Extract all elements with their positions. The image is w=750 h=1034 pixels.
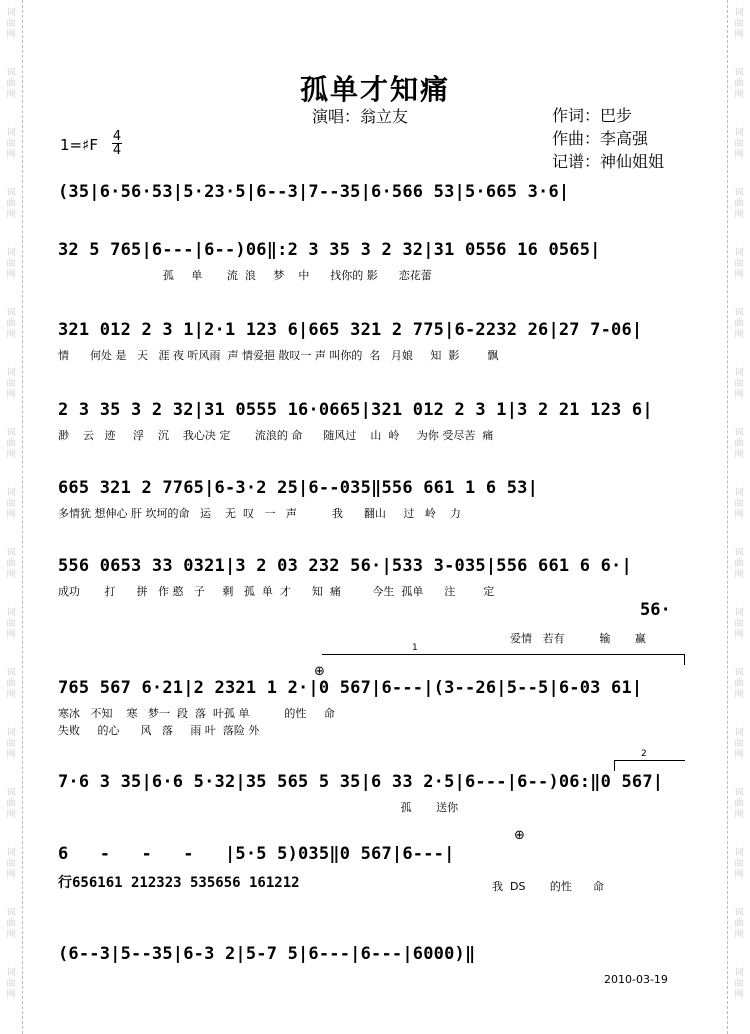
watermark-char: 词: [734, 428, 744, 438]
notation-line: 7·6 3 35|6·6 5·32|35 565 5 35|6 33 2·5|6---|6--)06:‖0 567|: [58, 772, 664, 792]
watermark-char: 词: [6, 968, 16, 978]
transcriber-credit: 记谱：神仙姐姐: [552, 152, 665, 171]
watermark-char: 网: [734, 990, 744, 1000]
watermark-mark: [4, 308, 18, 341]
watermark-char: 词: [734, 68, 744, 78]
watermark-char: 曲: [6, 859, 16, 869]
time-signature-bottom: 4: [112, 143, 122, 158]
second-ending-label: 2: [641, 749, 647, 759]
score-row-9: [58, 842, 688, 866]
watermark-char: 曲: [734, 259, 744, 269]
notation-line: 321 012 2 3 1|2·1 123 6|665 321 2 775|6-2232 26|27 7-06|: [58, 320, 643, 340]
lyrics-line: 孤 送你: [58, 801, 459, 814]
watermark-mark: [732, 848, 746, 881]
watermark-char: 网: [734, 630, 744, 640]
singer-credit: 演唱：翁立友: [312, 107, 409, 126]
watermark-char: 词: [734, 188, 744, 198]
first-ending-bracket: [322, 643, 685, 665]
watermark-mark: [4, 368, 18, 401]
watermark-char: 曲: [6, 499, 16, 509]
watermark-char: 曲: [734, 439, 744, 449]
watermark-char: 网: [734, 690, 744, 700]
lyrics-line: 寒冰 不知 寒 梦一 段 落 叶孤 单 的性 命: [58, 707, 335, 720]
watermark-char: 网: [734, 30, 744, 40]
composer-credit: 作曲：李高强: [552, 129, 649, 148]
watermark-mark: [4, 248, 18, 281]
lyrics-line: 渺 云 迹 浮 沉 我心决 定 流浪的 命 随风过 山 岭 为你 受尽苦 痛: [58, 429, 494, 442]
watermark-char: 曲: [734, 739, 744, 749]
score-row-7: [58, 676, 688, 722]
watermark-mark: [732, 668, 746, 701]
watermark-mark: [4, 548, 18, 581]
watermark-char: 词: [6, 128, 16, 138]
watermark-mark: [4, 188, 18, 221]
watermark-mark: [732, 308, 746, 341]
watermark-char: 网: [6, 870, 16, 880]
lyrics-line: 多情犹 想伸心 肝 坎坷的命 运 无 叹 一 声 我 翻山 过 岭 力: [58, 507, 461, 520]
watermark-char: 曲: [6, 199, 16, 209]
watermark-char: 网: [734, 510, 744, 520]
watermark-char: 曲: [6, 19, 16, 29]
watermark-char: 曲: [734, 319, 744, 329]
notation-line: 6 - - - |5·5 5)035‖0 567|6---|: [58, 844, 455, 864]
watermark-char: 网: [734, 270, 744, 280]
notation-line: 556 0653 33 0321|3 2 03 232 56·|533 3-035|556 661 6 6·|: [58, 556, 632, 576]
lyrics-line: 情 何处 是 天 涯 夜 听风雨 声 情爱挹 散叹一 声 叫你的 名 月娘 知 影 飘: [58, 349, 499, 362]
coda-sign: ⊕: [314, 664, 325, 679]
watermark-char: 曲: [6, 799, 16, 809]
watermark-mark: [732, 608, 746, 641]
watermark-char: 词: [6, 68, 16, 78]
alternate-lyrics: 爱情 若有 输 赢: [510, 632, 646, 645]
time-signature-top: 4: [112, 129, 122, 144]
watermark-char: 曲: [734, 19, 744, 29]
notation-line: 32 5 765|6---|6--)06‖:2 3 35 3 2 32|31 0556 16 0565|: [58, 240, 601, 260]
notation-line: (6--3|5--35|6-3 2|5-7 5|6---|6---|6000)‖: [58, 944, 476, 964]
watermark-char: 曲: [734, 379, 744, 389]
watermark-char: 曲: [734, 499, 744, 509]
embellishment-notes: 行656161 212323 535656 161212: [58, 875, 300, 891]
watermark-mark: [4, 608, 18, 641]
first-ending-label: 1: [412, 643, 418, 653]
watermark-char: 网: [6, 990, 16, 1000]
watermark-mark: [4, 728, 18, 761]
watermark-mark: [732, 368, 746, 401]
watermark-mark: [4, 908, 18, 941]
watermark-mark: [732, 428, 746, 461]
lyricist-credit: 作词：巴步: [552, 106, 633, 125]
alternate-notes: 56·: [640, 600, 671, 620]
watermark-char: 曲: [734, 799, 744, 809]
watermark-char: 词: [734, 968, 744, 978]
watermark-mark: [732, 488, 746, 521]
watermark-char: 网: [6, 330, 16, 340]
composer-credits: [552, 104, 664, 173]
watermark-char: 词: [6, 188, 16, 198]
watermark-char: 词: [6, 8, 16, 18]
watermark-char: 网: [6, 150, 16, 160]
watermark-mark: [4, 788, 18, 821]
score-row-1: [58, 180, 688, 204]
watermark-char: 词: [6, 668, 16, 678]
score-row-3: [58, 318, 688, 364]
watermark-mark: [4, 488, 18, 521]
watermark-char: 网: [6, 630, 16, 640]
notation-line: 665 321 2 7765|6-3·2 25|6--035‖556 661 1 6 53|: [58, 478, 539, 498]
score-row-6: [58, 554, 688, 600]
watermark-char: 曲: [734, 679, 744, 689]
watermark-char: 曲: [6, 259, 16, 269]
score-row-10: [58, 942, 688, 966]
watermark-char: 词: [6, 428, 16, 438]
watermark-mark: [732, 248, 746, 281]
watermark-char: 网: [734, 90, 744, 100]
watermark-char: 词: [734, 848, 744, 858]
watermark-char: 词: [6, 248, 16, 258]
watermark-mark: [732, 548, 746, 581]
watermark-char: 词: [734, 488, 744, 498]
score-row-4: [58, 398, 688, 444]
watermark-char: 词: [734, 788, 744, 798]
coda-lyrics: 我 DS 的性 命: [492, 880, 604, 893]
watermark-mark: [4, 8, 18, 41]
watermark-char: 词: [6, 728, 16, 738]
watermark-char: 曲: [6, 79, 16, 89]
watermark-char: 词: [734, 668, 744, 678]
watermark-char: 曲: [6, 139, 16, 149]
watermark-mark: [4, 128, 18, 161]
watermark-mark: [4, 968, 18, 1001]
watermark-char: 网: [734, 210, 744, 220]
score-row-5: [58, 476, 688, 522]
watermark-char: 网: [734, 150, 744, 160]
watermark-char: 曲: [734, 79, 744, 89]
watermark-char: 网: [734, 450, 744, 460]
watermark-char: 网: [734, 870, 744, 880]
watermark-char: 词: [734, 8, 744, 18]
watermark-char: 网: [6, 90, 16, 100]
song-title: 孤单才知痛: [299, 73, 450, 106]
watermark-char: 网: [6, 570, 16, 580]
watermark-char: 曲: [734, 919, 744, 929]
watermark-char: 网: [734, 810, 744, 820]
coda-sign-2: ⊕: [514, 828, 525, 843]
notation-line: 765 567 6·21|2 2321 1 2·|0 567|6---|(3--26|5--5|6-03 61|: [58, 678, 643, 698]
watermark-char: 网: [6, 390, 16, 400]
watermark-char: 词: [734, 728, 744, 738]
watermark-char: 词: [734, 908, 744, 918]
watermark-char: 网: [6, 270, 16, 280]
watermark-char: 网: [6, 510, 16, 520]
score-row-8: [58, 770, 688, 816]
watermark-char: 曲: [6, 979, 16, 989]
lyrics-line: 孤 单 流 浪 梦 中 找你的 影 恋花蕾: [58, 269, 432, 282]
watermark-char: 词: [734, 548, 744, 558]
watermark-char: 网: [734, 390, 744, 400]
watermark-char: 词: [6, 308, 16, 318]
watermark-char: 曲: [734, 139, 744, 149]
watermark-char: 曲: [734, 559, 744, 569]
watermark-char: 词: [6, 608, 16, 618]
watermark-mark: [4, 668, 18, 701]
watermark-char: 曲: [6, 679, 16, 689]
watermark-mark: [732, 908, 746, 941]
watermark-char: 曲: [6, 379, 16, 389]
watermark-char: 网: [6, 30, 16, 40]
watermark-char: 词: [6, 788, 16, 798]
transcription-date: 2010-03-19: [604, 973, 668, 986]
watermark-char: 网: [734, 330, 744, 340]
watermark-mark: [732, 788, 746, 821]
watermark-char: 词: [6, 908, 16, 918]
watermark-char: 曲: [6, 559, 16, 569]
notation-line: (35|6·56·53|5·23·5|6--3|7--35|6·566 53|5·665 3·6|: [58, 182, 570, 202]
watermark-char: 词: [734, 368, 744, 378]
watermark-mark: [732, 968, 746, 1001]
watermark-char: 网: [734, 930, 744, 940]
watermark-char: 网: [6, 210, 16, 220]
watermark-mark: [732, 8, 746, 41]
watermark-char: 曲: [734, 619, 744, 629]
watermark-char: 曲: [6, 919, 16, 929]
key-signature: 1=♯F: [60, 136, 98, 154]
watermark-char: 网: [734, 750, 744, 760]
watermark-char: 网: [6, 690, 16, 700]
watermark-char: 词: [6, 488, 16, 498]
watermark-char: 词: [6, 368, 16, 378]
watermark-char: 曲: [6, 319, 16, 329]
lyrics-line: 成功 打 拼 作 憨 子 剩 孤 单 才 知 痛 今生 孤单 注 定: [58, 585, 495, 598]
watermark-char: 词: [734, 608, 744, 618]
watermark-char: 网: [6, 930, 16, 940]
watermark-mark: [4, 428, 18, 461]
watermark-char: 网: [6, 750, 16, 760]
watermark-char: 曲: [6, 439, 16, 449]
watermark-char: 词: [734, 308, 744, 318]
time-signature: [112, 130, 122, 157]
watermark-char: 曲: [6, 619, 16, 629]
watermark-char: 曲: [734, 859, 744, 869]
watermark-mark: [732, 188, 746, 221]
watermark-char: 词: [734, 128, 744, 138]
watermark-char: 曲: [734, 199, 744, 209]
watermark-mark: [732, 728, 746, 761]
second-verse-lyrics: 失败 的心 风 落 雨 叶 落险 外: [58, 724, 260, 737]
watermark-char: 网: [6, 810, 16, 820]
watermark-mark: [4, 848, 18, 881]
watermark-char: 词: [6, 848, 16, 858]
watermark-char: 网: [6, 450, 16, 460]
watermark-char: 网: [734, 570, 744, 580]
watermark-char: 词: [734, 248, 744, 258]
watermark-char: 曲: [6, 739, 16, 749]
notation-line: 2 3 35 3 2 32|31 0555 16·0665|321 012 2 3 1|3 2 21 123 6|: [58, 400, 653, 420]
score-row-2: [58, 238, 688, 284]
watermark-char: 词: [6, 548, 16, 558]
watermark-char: 曲: [734, 979, 744, 989]
watermark-mark: [732, 128, 746, 161]
